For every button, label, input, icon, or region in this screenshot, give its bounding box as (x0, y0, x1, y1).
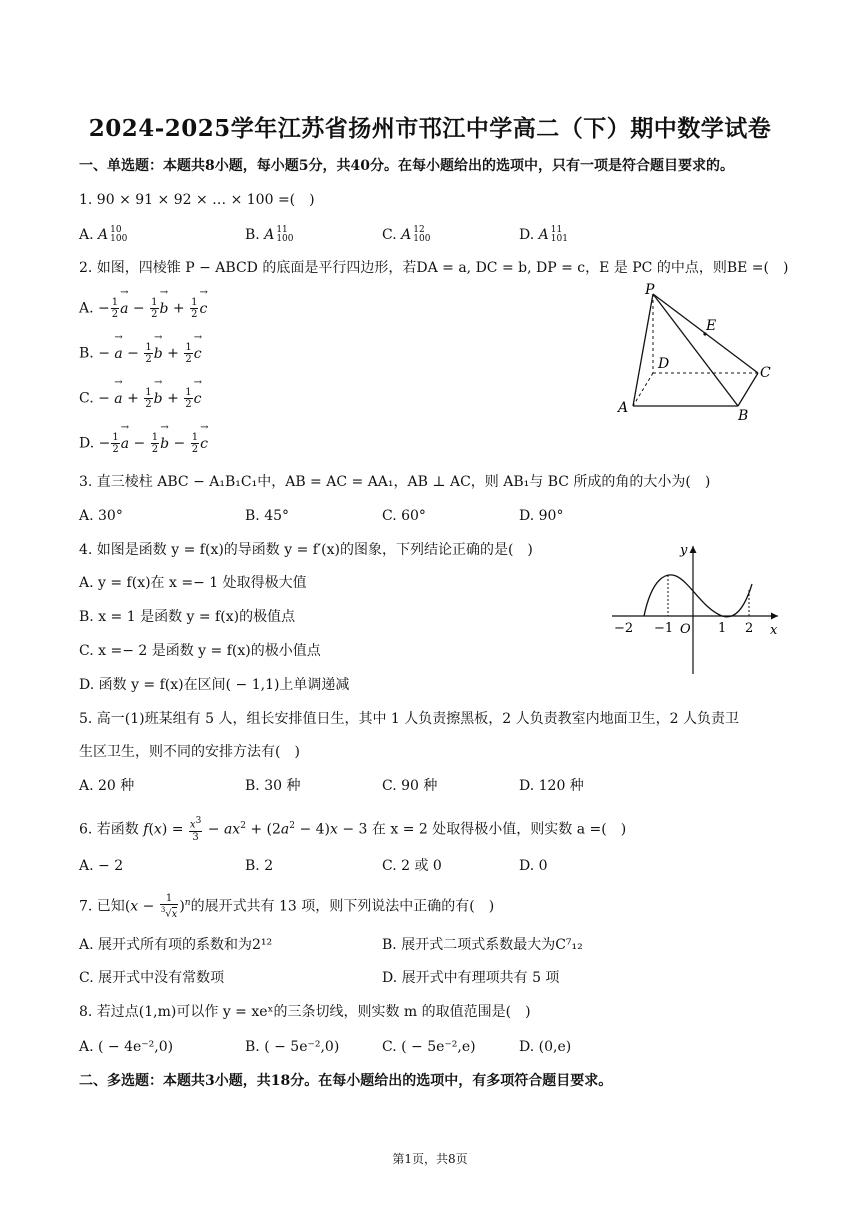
q8-option-c: C. ( − 5e⁻²,e) (382, 1039, 476, 1055)
pyramid-figure (610, 282, 780, 422)
label-e: E (706, 318, 717, 334)
section-2-heading: 二、多选题：本题共3小题，共18分。在每小题给出的选项中，有多项符合题目要求。 (79, 1073, 613, 1089)
label-b: B (738, 408, 749, 422)
exam-title: 2024-2025学年江苏省扬州市邗江中学高二（下）期中数学试卷 (88, 115, 772, 142)
label-d: D (658, 356, 670, 372)
q8-option-d: D. (0,e) (519, 1039, 572, 1055)
q2-option-a: A. − $\frac{1}{2}$ → a − $\frac{1}{2}$ → b + $\frac{1}{2}$ → c (79, 297, 207, 320)
q2-option-b: B. − → a − $\frac{1}{2}$ → b + $\frac{1}{2}$ → c (79, 342, 202, 365)
label-p: P (645, 282, 655, 298)
tick-1: 1 (718, 621, 727, 636)
page-footer: 第1页，共8页 (392, 1152, 468, 1166)
q8-option-b: B. ( − 5e⁻²,0) (245, 1039, 340, 1055)
q6-option-c: C. 2 或 0 (382, 858, 442, 874)
question-7-stem: 7. 已知(x − $\frac{1}{^3√x}$ )$^n$的展开式共有 13 项，则下列说法中正确的有( ) (79, 893, 495, 920)
question-5-line-2: 生区卫生，则不同的安排方法有( ) (79, 744, 300, 760)
q4-option-a: A. y = f(x)在 x =− 1 处取得极大值 (79, 575, 307, 591)
q3-option-a: A. 30° (79, 508, 123, 524)
question-1-stem: 1. 90 × 91 × 92 × … × 100 =( ) (79, 192, 315, 208)
q6-option-b: B. 2 (245, 858, 274, 874)
question-2-stem: 2. 如图，四棱锥 P − ABCD 的底面是平行四边形，若DA = a, DC = b, DP = c，E 是 PC 的中点，则BE =( ) (79, 260, 789, 276)
q3-option-b: B. 45° (245, 508, 290, 524)
q2-option-d: D. − $\frac{1}{2}$ → a − $\frac{1}{2}$ → b − $\frac{1}{2}$ → c (79, 432, 208, 455)
derivative-graph (608, 538, 784, 678)
graph-x-label: x (770, 623, 778, 638)
question-8-stem: 8. 若过点(1,m)可以作 y = xeˣ的三条切线，则实数 m 的取值范围是( ) (79, 1004, 531, 1020)
q4-option-c: C. x =− 2 是函数 y = f(x)的极小值点 (79, 643, 321, 659)
q1-option-b: B. A 11 100 (245, 225, 294, 244)
q5-option-a: A. 20 种 (79, 778, 135, 794)
section-1-heading: 一、单选题：本题共8小题，每小题5分，共40分。在每小题给出的选项中，只有一项是符合题目要求的。 (79, 158, 734, 174)
q7-option-a: A. 展开式所有项的系数和为2¹² (79, 937, 273, 953)
tick-neg2: −2 (614, 621, 634, 636)
q7-option-c: C. 展开式中没有常数项 (79, 970, 225, 986)
label-a: A (618, 400, 629, 416)
question-6-stem: 6. 若函数 f(x) = $\frac{x^3}{3}$ − $ax^2 + (2a^2 - 4)x - 3$ 在 x = 2 处取得极小值，则实数 a =( ) (79, 816, 627, 843)
q5-option-d: D. 120 种 (519, 778, 584, 794)
q6-option-d: D. 0 (519, 858, 548, 874)
q1-option-a: A. A 10 100 (79, 225, 128, 244)
q8-option-a: A. ( − 4e⁻²,0) (79, 1039, 174, 1055)
tick-neg1: −1 (654, 621, 674, 636)
tick-2: 2 (745, 621, 754, 636)
question-5-line-1: 5. 高一(1)班某组有 5 人，组长安排值日生，其中 1 人负责擦黑板，2 人负责教室内地面卫生，2 人负责卫 (79, 711, 739, 727)
q2-option-c: C. − → a + $\frac{1}{2}$ → b + $\frac{1}{2}$ → c (79, 387, 202, 410)
graph-y-label: y (680, 543, 688, 558)
q1-option-c: C. A 12 100 (382, 225, 431, 244)
q1-option-d: D. A 11 101 (519, 225, 568, 244)
q6-option-a: A. − 2 (79, 858, 124, 874)
q3-option-d: D. 90° (519, 508, 564, 524)
label-c: C (760, 365, 771, 381)
q7-option-d: D. 展开式中有理项共有 5 项 (382, 970, 560, 986)
question-4-stem: 4. 如图是函数 y = f(x)的导函数 y = f′(x)的图象，下列结论正确的是( ) (79, 542, 533, 558)
q4-option-b: B. x = 1 是函数 y = f(x)的极值点 (79, 609, 296, 625)
q5-option-b: B. 30 种 (245, 778, 301, 794)
question-3-stem: 3. 直三棱柱 ABC − A₁B₁C₁中，AB = AC = AA₁，AB ⊥ AC，则 AB₁与 BC 所成的角的大小为( ) (79, 474, 711, 490)
q4-option-d: D. 函数 y = f(x)在区间( − 1,1)上单调递减 (79, 677, 350, 693)
q3-option-c: C. 60° (382, 508, 426, 524)
q5-option-c: C. 90 种 (382, 778, 438, 794)
graph-origin-label: O (680, 622, 691, 637)
q7-option-b: B. 展开式二项式系数最大为C⁷₁₂ (382, 937, 583, 953)
